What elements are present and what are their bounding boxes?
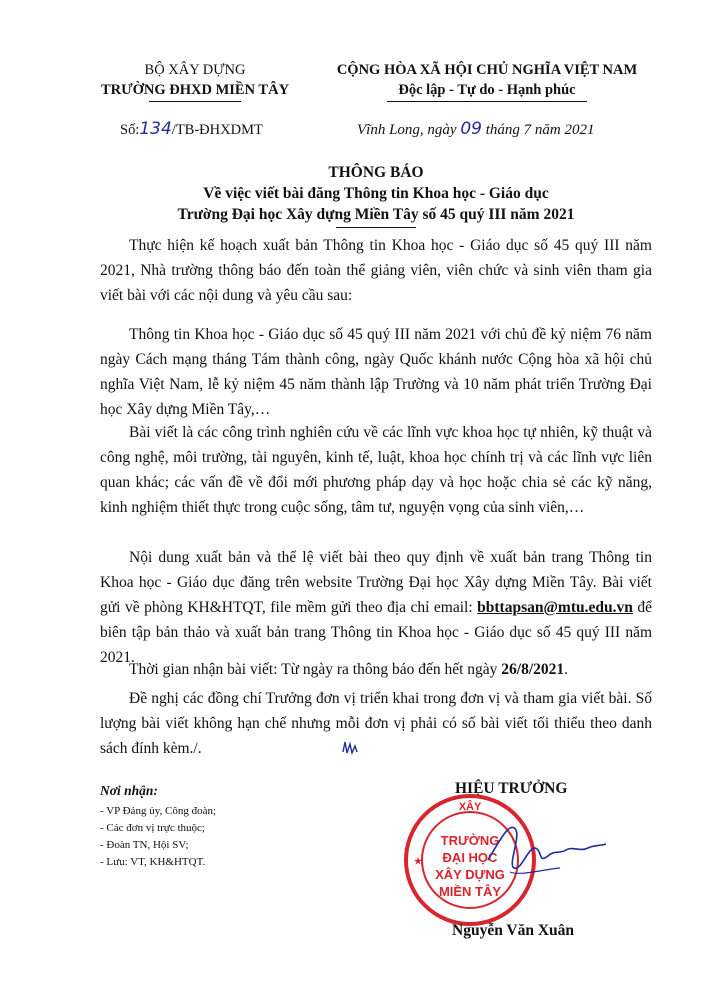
svg-text:★: ★ (414, 856, 423, 866)
paragraph-intro: Thực hiện kế hoạch xuất bản Thông tin Khoa học - Giáo dục số 45 quý III năm 2021, Nhà trường thông báo đến toàn thể giảng viên, viên chức và sinh viên tham gia viết bài với các nội dung và yêu cầu sau: (100, 237, 652, 304)
signer-title: HIỆU TRƯỞNG (455, 780, 568, 797)
notice-title: THÔNG BÁO (328, 164, 424, 181)
recipients-block (100, 782, 350, 871)
title-underline (336, 227, 416, 228)
doc-number-prefix: Số: (120, 122, 140, 138)
svg-text:ĐẠI HỌC: ĐẠI HỌC (442, 850, 498, 865)
date-day-handwritten: 09 (460, 119, 482, 139)
signer-name: Nguyễn Văn Xuân (452, 922, 575, 939)
notice-subject-line-1: Về việc viết bài đăng Thông tin Khoa học - Giáo dục (203, 185, 549, 202)
paragraph-submission (100, 545, 652, 670)
national-motto: Độc lập - Tự do - Hạnh phúc (398, 82, 576, 98)
deadline-text: Thời gian nhận bài viết: Từ ngày ra thông báo đến hết ngày (129, 661, 502, 678)
deadline-period: . (564, 661, 569, 678)
svg-text:XÂY: XÂY (458, 801, 482, 813)
recipient-item: - Các đơn vị trực thuộc; (100, 822, 205, 834)
issuer-underline (149, 101, 241, 102)
submission-text-end: để biên tập bản thảo và xuất bản trang Thông tin Khoa học - Giáo dục số 45 quý III năm 2021. (100, 599, 652, 666)
recipients-header: Nơi nhận: (100, 783, 158, 798)
school-name: TRƯỜNG ĐHXD MIỀN TÂY (100, 82, 290, 98)
paragraph-topics: Bài viết là các công trình nghiên cứu về các lĩnh vực khoa học tự nhiên, kỹ thuật và công nghệ, môi trường, tài nguyên, kinh tế, luật, khoa học chính trị và các lĩnh vực liên quan khác; các vấn đề về đổi mới phương pháp dạy và học hoặc chia sẻ các kỹ năng, kinh nghiệm thiết thực trong cuộc sống, tâm tư, nguyện vọng của sinh viên,… (100, 424, 652, 516)
svg-text:MIỀN TÂY: MIỀN TÂY (438, 884, 502, 899)
deadline-date: 26/8/2021 (501, 661, 565, 678)
notice-subject-line-2: Trường Đại học Xây dựng Miền Tây số 45 quý III năm 2021 (177, 206, 575, 223)
paragraph-deadline (100, 657, 652, 682)
doc-number-suffix: /TB-ĐHXDMT (171, 122, 263, 138)
submission-text: Nội dung xuất bản và thể lệ viết bài theo quy định về xuất bản trang Thông tin Khoa học - Giáo dục đăng trên website Trường Đại học Xây dựng Miền Tây. Bài viết gửi về phòng KH&HTQT, file mềm gửi theo địa chỉ email: (100, 549, 652, 616)
date-prefix: Vĩnh Long, ngày (357, 122, 461, 138)
svg-text:XÂY DỰNG: XÂY DỰNG (435, 867, 505, 882)
document-date (357, 119, 594, 139)
notice-title-block (100, 162, 652, 228)
recipient-item: - Đoàn TN, Hội SV; (100, 839, 189, 851)
nation-name: CỘNG HÒA XÃ HỘI CHỦ NGHĨA VIỆT NAM (336, 62, 638, 78)
submission-email-link[interactable]: bbttapsan@mtu.edu.vn (477, 599, 633, 616)
paragraph-request: Đề nghị các đồng chí Trưởng đơn vị triển khai trong đơn vị và tham gia viết bài. Số lượng bài viết không hạn chế nhưng mỗi đơn vị phải có số bài viết tối thiểu theo danh sách đính kèm./. (100, 690, 652, 757)
recipient-item: - VP Đảng ủy, Công đoàn; (100, 805, 217, 817)
motto-underline (387, 101, 587, 102)
ministry-name: BỘ XÂY DỰNG (144, 62, 246, 78)
recipient-item: - Lưu: VT, KH&HTQT. (100, 856, 206, 868)
svg-text:TRƯỜNG: TRƯỜNG (440, 833, 500, 848)
national-header (322, 60, 652, 102)
issuer-block (100, 60, 290, 102)
doc-number-handwritten: 134 (139, 119, 172, 139)
paragraph-theme: Thông tin Khoa học - Giáo dục số 45 quý III năm 2021 với chủ đề kỷ niệm 76 năm ngày Cách mạng tháng Tám thành công, ngày Quốc khánh nước Cộng hòa xã hội chủ nghĩa Việt Nam, lễ kỷ niệm 45 năm thành lập Trường và 10 năm phát triển Trường Đại học Xây dựng Miền Tây,… (100, 326, 652, 418)
document-number (120, 119, 263, 139)
initial-mark (340, 738, 360, 758)
date-suffix: tháng 7 năm 2021 (481, 122, 595, 138)
handwritten-signature (480, 810, 610, 890)
